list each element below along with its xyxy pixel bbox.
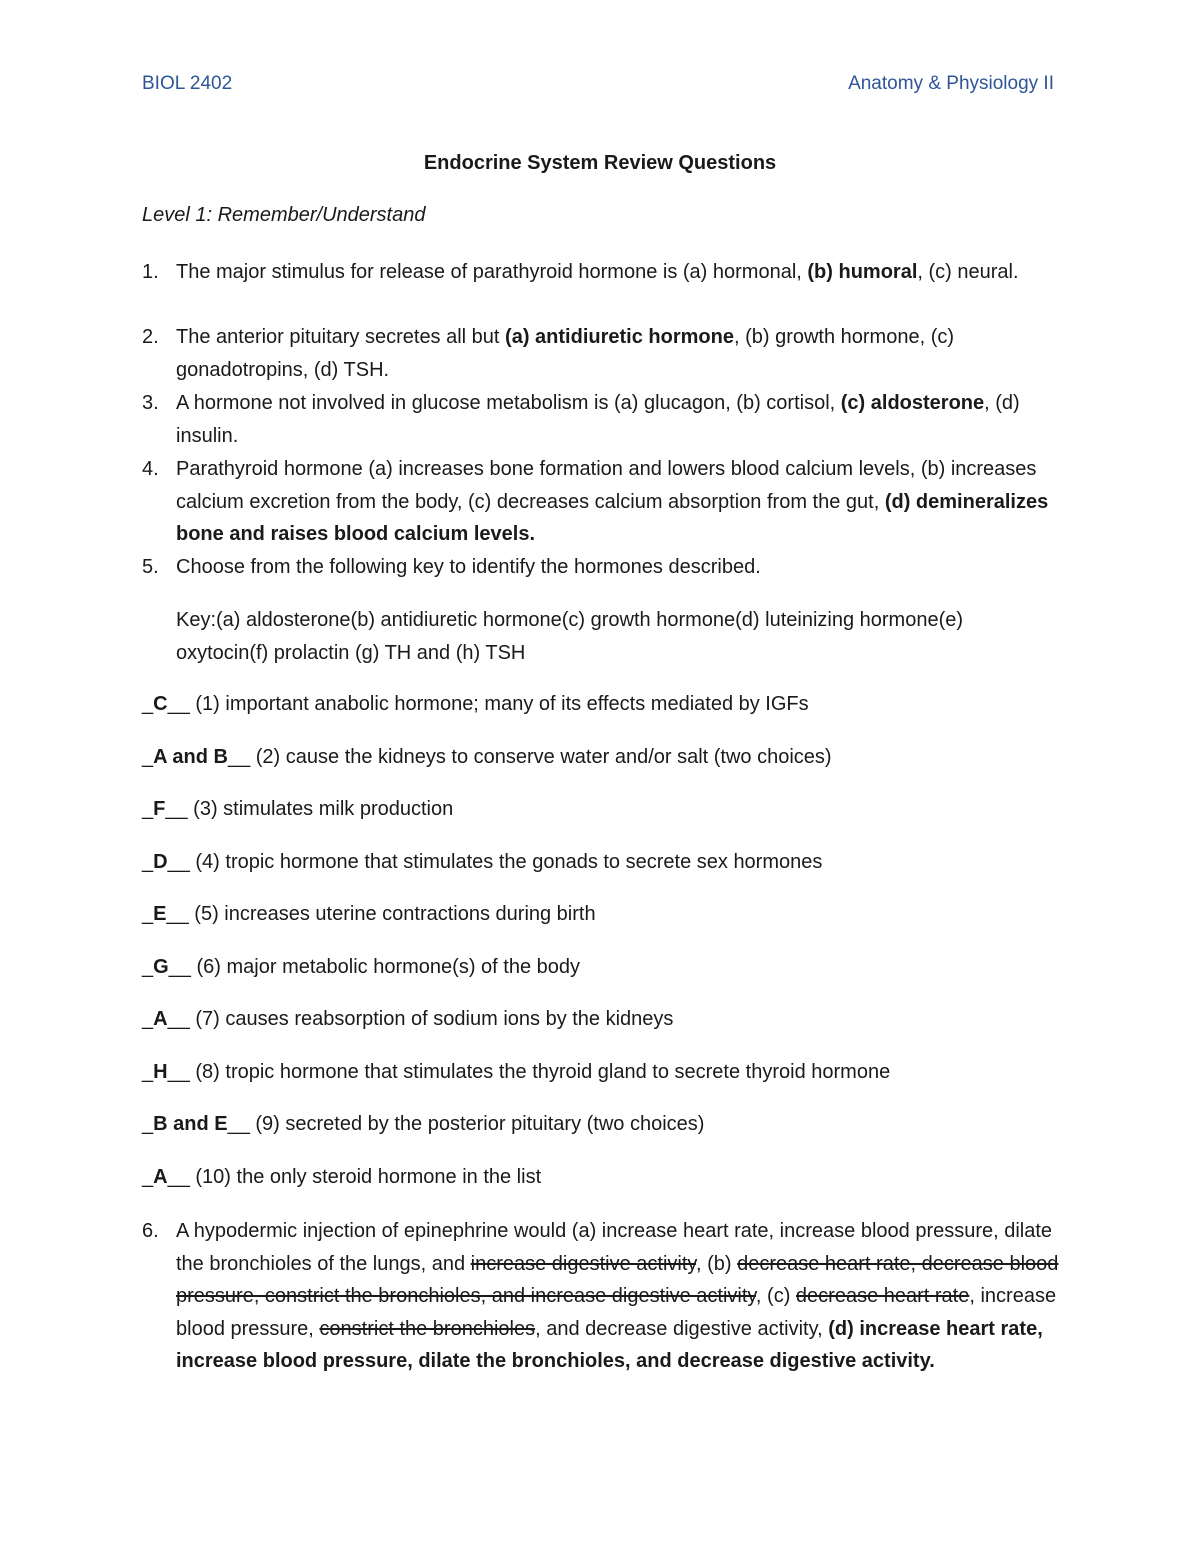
filled-answer: A	[153, 1166, 168, 1188]
blank-prefix: _	[142, 693, 154, 715]
blank-suffix: __	[167, 1008, 196, 1030]
blank-suffix: __	[227, 746, 256, 768]
filled-answer: B and E	[153, 1113, 228, 1135]
blank-suffix: __	[167, 693, 196, 715]
answer-line	[142, 954, 580, 980]
blank-prefix: _	[142, 1113, 154, 1135]
answer-description: (8) tropic hormone that stimulates the thyroid gland to secrete thyroid hormone	[195, 1061, 891, 1083]
question-number: 5.	[142, 556, 159, 578]
filled-answer: D	[153, 851, 168, 873]
filled-answer: C	[153, 693, 168, 715]
struck-text: decrease heart rate, decrease blood pressure, constrict the bronchioles, and increase digestive activity	[176, 1252, 1059, 1307]
document-title: Endocrine System Review Questions	[423, 152, 777, 174]
blank-suffix: __	[227, 1113, 256, 1135]
question-text: The anterior pituitary secretes all but	[176, 326, 506, 348]
question-text: Parathyroid hormone (a) increases bone formation and lowers blood calcium levels, (b) increases calcium excretion from the body, (c) decreases calcium absorption from the gut,	[176, 458, 1037, 513]
filled-answer: H	[153, 1061, 168, 1083]
blank-suffix: __	[167, 1061, 196, 1083]
blank-prefix: _	[142, 1008, 154, 1030]
answer-description: (7) causes reabsorption of sodium ions by the kidneys	[195, 1008, 674, 1030]
question-text: A hormone not involved in glucose metabolism is (a) glucagon, (b) cortisol,	[176, 392, 841, 414]
answer-line	[142, 796, 453, 822]
answer-line	[142, 901, 596, 927]
answer-line	[142, 1006, 673, 1032]
question-text: The major stimulus for release of parathyroid hormone is (a) hormonal,	[176, 261, 808, 283]
blank-suffix: __	[166, 903, 195, 925]
filled-answer: G	[153, 956, 169, 978]
answer-line	[142, 849, 822, 875]
question-text: , (b) growth hormone, (c) gonadotropins, (d) TSH.	[176, 326, 955, 381]
answer-description: (5) increases uterine contractions during birth	[194, 903, 596, 925]
question-text: , (c) neural.	[917, 261, 1019, 283]
blank-prefix: _	[142, 798, 154, 820]
filled-answer: A and B	[153, 746, 228, 768]
answer-line	[142, 1059, 890, 1085]
blank-prefix: _	[142, 1166, 154, 1188]
question-3	[142, 387, 1062, 452]
answer-bold: (d) increase heart rate, increase blood pressure, dilate the bronchioles, and decrease digestive activity.	[176, 1317, 1043, 1372]
filled-answer: F	[153, 798, 166, 820]
question-number: 2.	[142, 326, 159, 348]
question-text: , (d) insulin.	[176, 392, 1020, 447]
answer-bold: (b) humoral	[807, 261, 918, 283]
answer-description: (3) stimulates milk production	[193, 798, 454, 820]
question-text: , increase blood pressure,	[176, 1285, 1057, 1340]
question-text: , (b)	[695, 1252, 738, 1275]
level-heading: Level 1: Remember/Understand	[142, 204, 426, 226]
answer-bold: (d) demineralizes bone and raises blood calcium levels.	[176, 490, 1049, 545]
answer-line	[142, 1111, 704, 1137]
answer-description: (10) the only steroid hormone in the list	[195, 1166, 542, 1188]
blank-suffix: __	[165, 798, 194, 820]
question-4	[142, 453, 1062, 551]
filled-answer: A	[153, 1008, 168, 1030]
question-5	[142, 551, 1062, 584]
header-subject: Anatomy & Physiology II	[848, 73, 1054, 94]
header-course: BIOL 2402	[142, 73, 233, 94]
blank-suffix: __	[168, 956, 197, 978]
blank-prefix: _	[142, 1061, 154, 1083]
question-text: A hypodermic injection of epinephrine would (a) increase heart rate, increase blood pressure, dilate the bronchioles of the lungs, and	[176, 1220, 1053, 1275]
blank-prefix: _	[142, 851, 154, 873]
question-text: Choose from the following key to identify the hormones described.	[176, 556, 761, 578]
struck-text: decrease heart rate	[795, 1285, 970, 1307]
filled-answer: E	[153, 903, 167, 925]
blank-prefix: _	[142, 746, 154, 768]
answer-description: (2) cause the kidneys to conserve water and/or salt (two choices)	[255, 746, 832, 768]
question-number: 1.	[142, 261, 159, 283]
question-6	[142, 1215, 1062, 1378]
question-number: 3.	[142, 392, 159, 414]
answer-line	[142, 744, 832, 770]
question-text: , (c)	[755, 1285, 796, 1307]
question-1	[142, 256, 1062, 289]
answer-description: (6) major metabolic hormone(s) of the body	[196, 956, 580, 978]
struck-text: increase digestive activity	[470, 1252, 696, 1275]
blank-prefix: _	[142, 956, 154, 978]
answer-bold: (c) aldosterone	[840, 392, 985, 414]
blank-suffix: __	[167, 1166, 196, 1188]
hormone-key: Key:(a) aldosterone(b) antidiuretic hormone(c) growth hormone(d) luteinizing hormone(e) oxytocin(f) prolactin (g) TH and (h) TSH	[176, 609, 964, 664]
answer-bold: (a) antidiuretic hormone	[505, 326, 734, 348]
answer-description: (1) important anabolic hormone; many of its effects mediated by IGFs	[195, 693, 809, 715]
answer-description: (4) tropic hormone that stimulates the gonads to secrete sex hormones	[195, 851, 823, 873]
answer-line	[142, 1164, 541, 1190]
question-text: , and decrease digestive activity,	[535, 1317, 829, 1340]
struck-text: constrict the bronchioles	[319, 1317, 536, 1340]
question-number: 6.	[142, 1220, 159, 1242]
question-number: 4.	[142, 458, 159, 480]
answer-line	[142, 691, 809, 717]
answer-description: (9) secreted by the posterior pituitary (two choices)	[255, 1113, 705, 1135]
blank-suffix: __	[167, 851, 196, 873]
blank-prefix: _	[142, 903, 154, 925]
question-2	[142, 321, 1062, 386]
